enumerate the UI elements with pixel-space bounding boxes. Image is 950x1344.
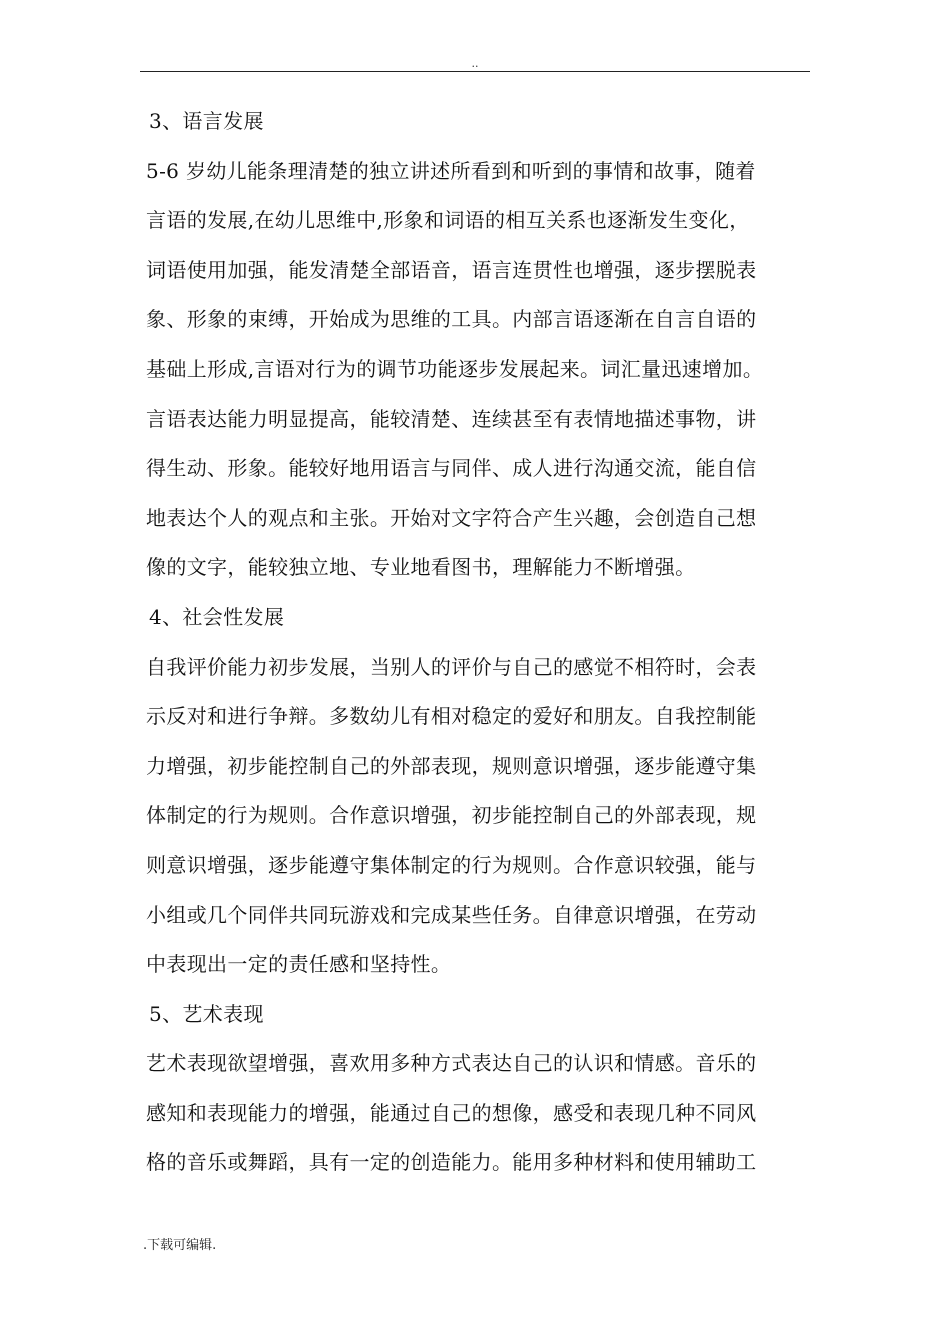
paragraph-line: 基础上形成,言语对行为的调节功能逐步发展起来。词汇量迅速增加。 [146,356,764,381]
paragraph-line: 格的音乐或舞蹈，具有一定的创造能力。能用多种材料和使用辅助工 [146,1150,757,1175]
header-mark: .. [471,57,479,70]
paragraph-line: 中表现出一定的责任感和坚持性。 [146,952,452,977]
paragraph-line: 言语表达能力明显提高，能较清楚、连续甚至有表情地描述事物，讲 [146,406,757,431]
paragraph-line: 言语的发展,在幼儿思维中,形象和词语的相互关系也逐渐发生变化， [146,208,750,233]
section-heading: 3、语言发展 [149,109,264,133]
footer-note: .下载可编辑. [143,1238,217,1253]
paragraph-line: 得生动、形象。能较好地用语言与同伴、成人进行沟通交流，能自信 [146,456,757,481]
paragraph-line: 地表达个人的观点和主张。开始对文字符合产生兴趣，会创造自己想 [146,505,757,530]
paragraph-line: 小组或几个同伴共同玩游戏和完成某些任务。自律意识增强，在劳动 [146,902,757,927]
paragraph-line: 力增强，初步能控制自己的外部表现，规则意识增强，逐步能遵守集 [146,753,757,778]
section-heading: 4、社会性发展 [149,604,285,629]
paragraph-line: 艺术表现欲望增强，喜欢用多种方式表达自己的认识和情感。音乐的 [146,1051,757,1076]
paragraph-line: 示反对和进行争辩。多数幼儿有相对稳定的爱好和朋友。自我控制能 [146,704,757,729]
section-heading: 5、艺术表现 [149,1001,264,1026]
header-rule [140,71,810,72]
paragraph-line: 像的文字，能较独立地、专业地看图书，理解能力不断增强。 [146,555,696,580]
paragraph-line: 自我评价能力初步发展，当别人的评价与自己的感觉不相符时，会表 [146,654,757,679]
paragraph-line: 感知和表现能力的增强，能通过自己的想像，感受和表现几种不同风 [146,1100,757,1125]
paragraph-line: 体制定的行为规则。合作意识增强，初步能控制自己的外部表现，规 [146,803,757,828]
document-body [146,97,818,1188]
paragraph-line: 则意识增强，逐步能遵守集体制定的行为规则。合作意识较强，能与 [146,852,757,877]
paragraph-line: 象、形象的束缚，开始成为思维的工具。内部言语逐渐在自言自语的 [146,307,757,332]
paragraph-line: 5-6 岁幼儿能条理清楚的独立讲述所看到和听到的事情和故事，随着 [146,158,756,183]
paragraph-line: 词语使用加强，能发清楚全部语音，语言连贯性也增强，逐步摆脱表 [146,257,757,282]
